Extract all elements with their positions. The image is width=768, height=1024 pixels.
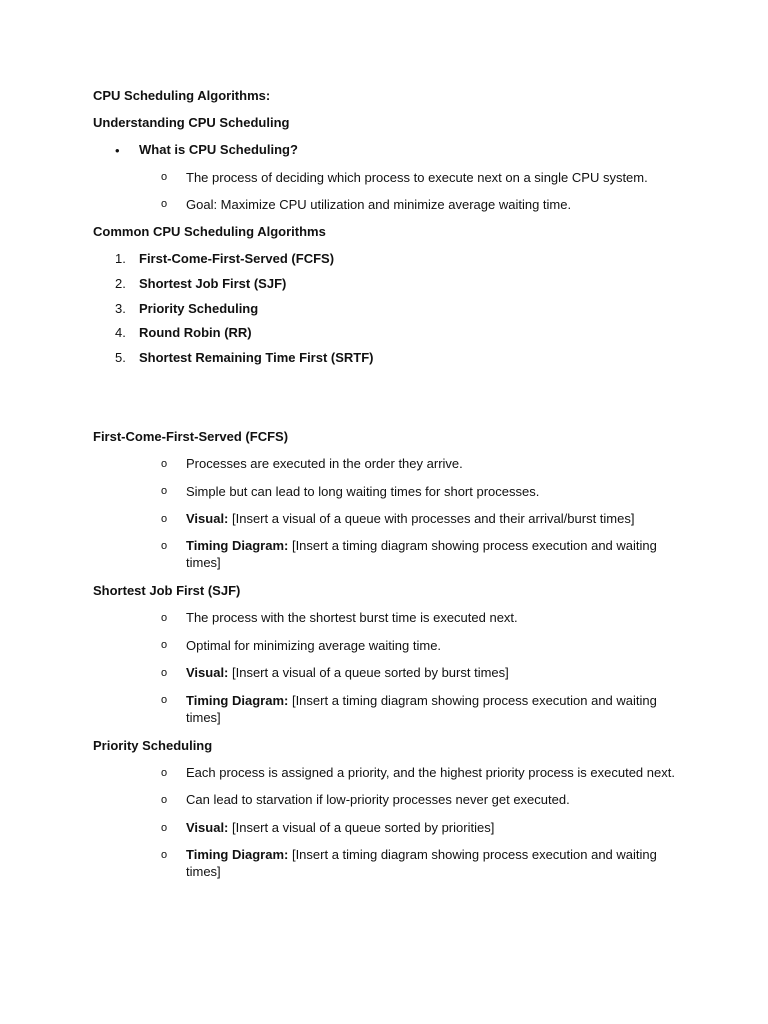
visual-placeholder: [Insert a visual of a queue with processes and their arrival/burst times]: [228, 511, 635, 526]
fcfs-point-1: Processes are executed in the order they arrive.: [186, 456, 463, 471]
visual-label: Visual:: [186, 820, 229, 835]
bullet-marker: •: [115, 143, 120, 158]
priority-point-1: Each process is assigned a priority, and the highest priority process is executed next.: [186, 765, 675, 780]
sub-bullet-marker: o: [161, 822, 168, 834]
algorithm-list-item: Shortest Job First (SJF): [139, 276, 287, 291]
visual-placeholder: [Insert a visual of a queue sorted by priorities]: [228, 820, 495, 835]
sjf-point-1: The process with the shortest burst time is executed next.: [186, 610, 518, 625]
sub-bullet-marker: o: [161, 612, 168, 624]
sjf-point-2: Optimal for minimizing average waiting time.: [186, 638, 442, 653]
timing-diagram-label: Timing Diagram:: [186, 847, 289, 862]
algorithm-list-item: Shortest Remaining Time First (SRTF): [139, 350, 374, 365]
priority-timing-diagram: [186, 846, 676, 880]
understanding-point-2: Goal: Maximize CPU utilization and minimize average waiting time.: [186, 197, 572, 212]
timing-diagram-placeholder: [Insert a timing diagram showing process execution and waiting times]: [186, 847, 657, 879]
list-number: 2.: [115, 276, 126, 291]
priority-point-2: Can lead to starvation if low-priority processes never get executed.: [186, 792, 570, 807]
timing-diagram-placeholder: [Insert a timing diagram showing process execution and waiting times]: [186, 693, 657, 725]
sub-bullet-marker: o: [161, 198, 168, 210]
sub-bullet-marker: o: [161, 849, 168, 861]
list-number: 3.: [115, 301, 126, 316]
sub-bullet-marker: o: [161, 639, 168, 651]
priority-visual: [186, 819, 676, 836]
sjf-heading: Shortest Job First (SJF): [93, 583, 241, 598]
timing-diagram-placeholder: [Insert a timing diagram showing process execution and waiting times]: [186, 538, 657, 570]
sub-bullet-marker: o: [161, 458, 168, 470]
sub-bullet-marker: o: [161, 694, 168, 706]
what-is-scheduling-bullet: What is CPU Scheduling?: [139, 142, 298, 157]
common-algorithms-heading: Common CPU Scheduling Algorithms: [93, 224, 326, 239]
understanding-point-1: The process of deciding which process to execute next on a single CPU system.: [186, 170, 648, 185]
list-number: 1.: [115, 251, 126, 266]
priority-heading: Priority Scheduling: [93, 738, 213, 753]
algorithm-list-item: Priority Scheduling: [139, 301, 259, 316]
fcfs-visual: [186, 510, 676, 527]
sub-bullet-marker: o: [161, 667, 168, 679]
sjf-timing-diagram: [186, 692, 676, 726]
sub-bullet-marker: o: [161, 513, 168, 525]
fcfs-heading: First-Come-First-Served (FCFS): [93, 429, 289, 444]
sjf-visual: [186, 664, 676, 681]
algorithm-list-item: Round Robin (RR): [139, 325, 252, 340]
sub-bullet-marker: o: [161, 767, 168, 779]
algorithm-list-item: First-Come-First-Served (FCFS): [139, 251, 335, 266]
sub-bullet-marker: o: [161, 171, 168, 183]
list-number: 5.: [115, 350, 126, 365]
visual-placeholder: [Insert a visual of a queue sorted by burst times]: [228, 665, 509, 680]
visual-label: Visual:: [186, 511, 229, 526]
sub-bullet-marker: o: [161, 794, 168, 806]
timing-diagram-label: Timing Diagram:: [186, 538, 289, 553]
timing-diagram-label: Timing Diagram:: [186, 693, 289, 708]
sub-bullet-marker: o: [161, 485, 168, 497]
fcfs-point-2: Simple but can lead to long waiting times for short processes.: [186, 484, 540, 499]
fcfs-timing-diagram: [186, 537, 676, 571]
understanding-heading: Understanding CPU Scheduling: [93, 115, 290, 130]
visual-label: Visual:: [186, 665, 229, 680]
list-number: 4.: [115, 325, 126, 340]
document-title: CPU Scheduling Algorithms:: [93, 88, 271, 103]
sub-bullet-marker: o: [161, 540, 168, 552]
